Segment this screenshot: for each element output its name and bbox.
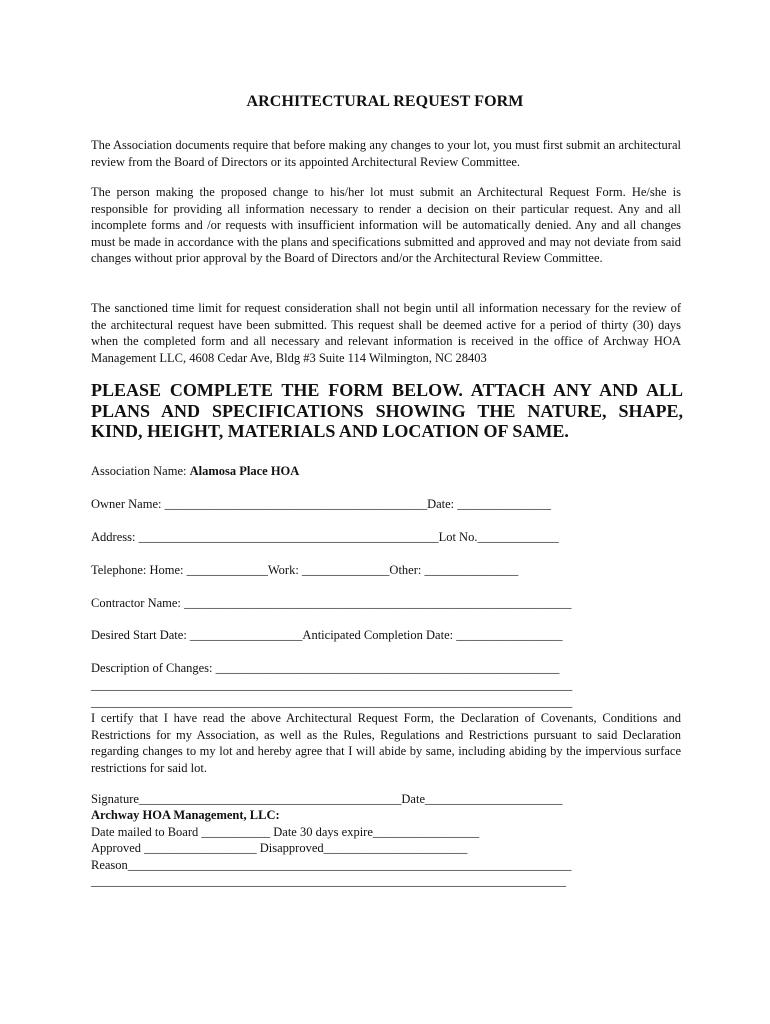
- address-field[interactable]: Address: ________________________________________________Lot No._____________: [91, 530, 559, 544]
- management-heading: Archway HOA Management, LLC:: [91, 808, 280, 822]
- description-blank-line[interactable]: _____________________________________________________________________________: [91, 695, 573, 709]
- form-title: ARCHITECTURAL REQUEST FORM: [246, 93, 524, 110]
- responsibility-paragraph: The person making the proposed change to his/her lot must submit an Architectural Request Form. He/she is responsible for providing all information necessary to render a decision on their particular request. Any and all incomplete forms and /or requests with insufficient information will be automatically denied. Any and all changes must be made in accordance with the plans and specifications submitted and approved and may not deviate from said changes without prior approval by the Board of Directors and/or the Architectural Review Committee.: [91, 185, 681, 265]
- date-mailed-field[interactable]: Date mailed to Board ___________ Date 30 days expire_________________: [91, 825, 480, 839]
- reason-field[interactable]: Reason_______________________________________________________________________: [91, 858, 572, 872]
- association-label: Association Name:: [91, 464, 190, 478]
- association-name-row: [91, 463, 299, 479]
- owner-name-field[interactable]: Owner Name: __________________________________________Date: _______________: [91, 497, 552, 511]
- reason-blank-line[interactable]: ____________________________________________________________________________: [91, 874, 566, 888]
- intro-paragraph: The Association documents require that before making any changes to your lot, you must first submit an architectural review from the Board of Directors or its appointed Architectural Review Committee.: [91, 138, 681, 169]
- approval-field[interactable]: Approved __________________ Disapproved_______________________: [91, 841, 468, 855]
- signature-field[interactable]: Signature__________________________________________Date______________________: [91, 792, 563, 806]
- certification-paragraph: I certify that I have read the above Architectural Request Form, the Declaration of Covenants, Conditions and Restrictions for my Association, as well as the Rules, Regulations and Restrictions pursuant to said Declaration regarding changes to my lot and hereby agree that I will abide by same, including abiding by the impervious surface restrictions for said lot.: [91, 711, 681, 775]
- contractor-name-field[interactable]: Contractor Name: ______________________________________________________________: [91, 596, 572, 610]
- association-value: Alamosa Place HOA: [189, 464, 300, 478]
- description-blank-line[interactable]: _____________________________________________________________________________: [91, 678, 573, 692]
- instruction-heading: PLEASE COMPLETE THE FORM BELOW. ATTACH ANY AND ALL PLANS AND SPECIFICATIONS SHOWING THE NATURE, SHAPE, KIND, HEIGHT, MATERIALS AND LOCATION OF SAME.: [91, 380, 683, 441]
- time-limit-paragraph: The sanctioned time limit for request consideration shall not begin until all information necessary for the review of the architectural request have been submitted. This request shall be deemed active for a period of thirty (30) days when the completed form and all necessary and relevant information is received in the office of Archway HOA Management LLC, 4608 Cedar Ave, Bldg #3 Suite 114 Wilmington, NC 28403: [91, 301, 681, 365]
- telephone-field[interactable]: Telephone: Home: _____________Work: ______________Other: _______________: [91, 563, 519, 577]
- start-completion-dates-field[interactable]: Desired Start Date: __________________Anticipated Completion Date: _________________: [91, 628, 563, 642]
- description-field[interactable]: Description of Changes: _______________________________________________________: [91, 661, 560, 675]
